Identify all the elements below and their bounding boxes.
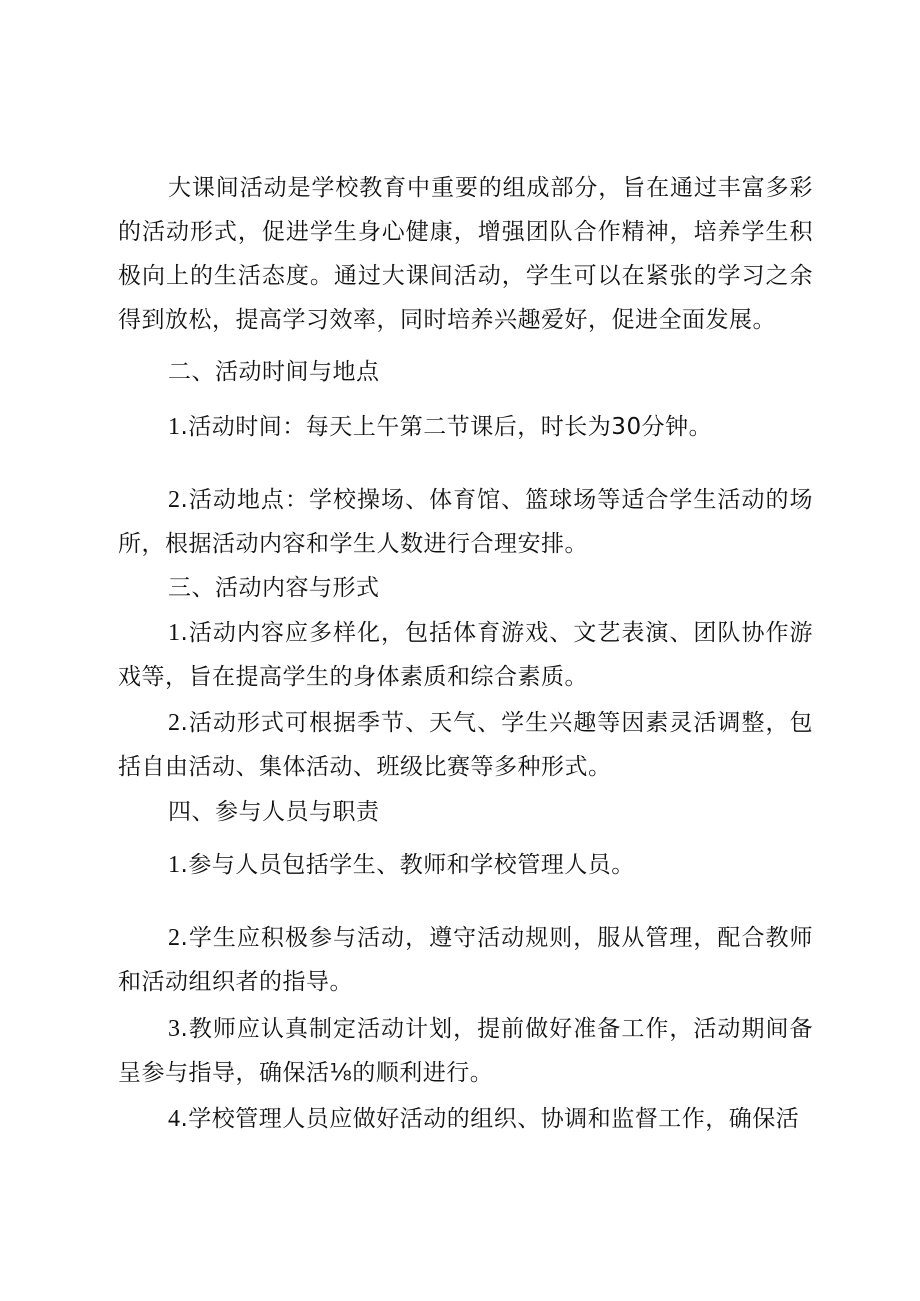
- section-heading-participants: 四、参与人员与职责: [168, 799, 380, 825]
- section-heading-content-form: 三、活动内容与形式: [168, 575, 380, 601]
- item-text: .学生应积极参与活动，遵守活动规则，服从管理，配合教师和活动组织者的指导。: [118, 925, 813, 995]
- item-number: 1: [168, 414, 181, 440]
- intro-paragraph: 大课间活动是学校教育中重要的组成部分，旨在通过丰富多彩的活动形式，促进学生身心健康，增强团队合作精神，培养学生积极向上的生活态度。通过大课间活动，学生可以在紧张的学习之余得到放松，提高学习效率，同时培养兴趣爱好，促进全面发展。: [118, 175, 813, 333]
- list-item-participants: [118, 843, 813, 887]
- item-number: 2: [168, 710, 181, 736]
- list-item-place: [118, 478, 813, 566]
- list-item-content: [118, 611, 813, 699]
- list-item-form: [118, 701, 813, 789]
- item-text: .参与人员包括学生、教师和学校管理人员。: [180, 852, 635, 878]
- section-heading-time-place: 二、活动时间与地点: [168, 359, 380, 385]
- item-text: .活动地点：学校操场、体育馆、篮球场等适合学生活动的场所，根据活动内容和学生人数进行合理安排。: [118, 487, 813, 557]
- list-item-students: [118, 916, 813, 1004]
- item-number: 1: [168, 852, 181, 878]
- item-text: .学校管理人员应做好活动的组织、协调和监督工作，确保活: [180, 1106, 800, 1132]
- item-number: 3: [168, 1016, 181, 1042]
- item-text: .活动形式可根据季节、天气、学生兴趣等因素灵活调整，包括自由活动、集体活动、班级比赛等多种形式。: [118, 710, 813, 780]
- item-number: 1: [168, 620, 181, 646]
- list-item-time: [118, 405, 813, 449]
- item-text: .教师应认真制定活动计划，提前做好准备工作，活动期间备呈参与指导，确保活⅛的顺利进行。: [118, 1016, 813, 1086]
- item-number: 2: [168, 925, 181, 951]
- list-item-administrators: [118, 1097, 813, 1141]
- item-text: .活动内容应多样化，包括体育游戏、文艺表演、团队协作游戏等，旨在提高学生的身体素质和综合素质。: [118, 620, 813, 690]
- item-text: .活动时间：每天上午第二节课后，时长为30分钟。: [180, 414, 713, 440]
- item-number: 4: [168, 1106, 181, 1132]
- list-item-teachers: [118, 1007, 813, 1095]
- item-number: 2: [168, 487, 181, 513]
